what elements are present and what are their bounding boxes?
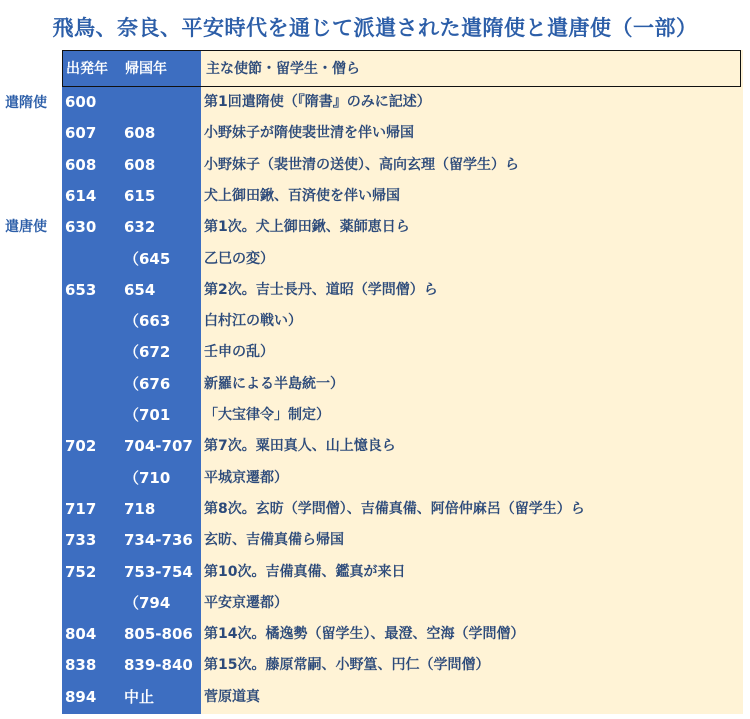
table-row bbox=[62, 400, 743, 431]
row-departure: 614 bbox=[65, 186, 97, 205]
row-return: （794 bbox=[124, 593, 171, 612]
row-return: 608 bbox=[124, 155, 156, 174]
table-header bbox=[62, 50, 741, 87]
row-departure: 752 bbox=[65, 562, 97, 581]
row-departure: 630 bbox=[65, 218, 97, 237]
row-return: （676 bbox=[124, 374, 171, 393]
page-title: 飛鳥、奈良、平安時代を通じて派遣された遣隋使と遣唐使（一部） bbox=[52, 16, 698, 40]
row-departure: 838 bbox=[65, 656, 97, 675]
row-return: 654 bbox=[124, 280, 156, 299]
row-return: 704-707 bbox=[124, 437, 193, 456]
table-row bbox=[62, 588, 743, 619]
row-return: 608 bbox=[124, 124, 156, 143]
table-row bbox=[62, 431, 743, 462]
row-return: 中止 bbox=[124, 687, 155, 706]
table-row bbox=[62, 306, 743, 337]
row-description: 第14次。橘逸勢（留学生）、最澄、空海（学問僧） bbox=[204, 626, 525, 643]
table-row bbox=[62, 337, 743, 368]
row-description: 第10次。吉備真備、鑑真が来日 bbox=[204, 563, 406, 580]
side-label-sui: 遣隋使 bbox=[5, 95, 47, 111]
row-return: 753-754 bbox=[124, 562, 193, 581]
row-description: 「大宝律令」制定） bbox=[204, 407, 330, 423]
table-row bbox=[62, 463, 743, 494]
row-return: （710 bbox=[124, 468, 171, 487]
row-departure: 600 bbox=[65, 93, 97, 111]
row-departure: 702 bbox=[65, 437, 97, 456]
table-row bbox=[62, 525, 743, 556]
row-description: 小野妹子が隋使裴世清を伴い帰国 bbox=[204, 125, 414, 142]
table-row bbox=[62, 212, 743, 243]
table-row bbox=[62, 494, 743, 525]
row-description: 平安京遷都） bbox=[204, 594, 288, 611]
row-description: 犬上御田鍬、百済使を伴い帰国 bbox=[204, 187, 400, 204]
table-row bbox=[62, 118, 743, 149]
row-departure: 608 bbox=[65, 155, 97, 174]
row-description: 第1次。犬上御田鍬、薬師恵日ら bbox=[204, 219, 410, 236]
table-row bbox=[62, 619, 743, 650]
row-description: 新羅による半島統一） bbox=[204, 375, 344, 392]
row-departure: 733 bbox=[65, 531, 97, 550]
row-return: （672 bbox=[124, 343, 171, 362]
row-return: （701 bbox=[124, 406, 171, 424]
table-row bbox=[62, 87, 743, 118]
row-description: 小野妹子（裴世清の送使）、高向玄理（留学生）ら bbox=[204, 156, 519, 173]
row-description: 第7次。粟田真人、山上憶良ら bbox=[204, 438, 396, 455]
row-description: 玄昉、吉備真備ら帰国 bbox=[204, 532, 344, 549]
table-row bbox=[62, 181, 743, 212]
row-return: （663 bbox=[124, 312, 171, 331]
row-return: 805-806 bbox=[124, 625, 193, 644]
row-return: （645 bbox=[124, 249, 171, 268]
row-description: 乙巳の変） bbox=[204, 250, 274, 267]
row-description: 平城京遷都） bbox=[204, 469, 288, 486]
side-label-tang: 遣唐使 bbox=[5, 219, 47, 235]
table-row bbox=[62, 275, 743, 306]
row-departure: 653 bbox=[65, 280, 97, 299]
row-description: 第15次。藤原常嗣、小野篁、円仁（学問僧） bbox=[204, 657, 490, 674]
row-description: 菅原道真 bbox=[204, 688, 260, 705]
table-row bbox=[62, 244, 743, 275]
header-description: 主な使節・留学生・僧ら bbox=[206, 61, 360, 77]
table-row bbox=[62, 650, 743, 681]
table-row bbox=[62, 557, 743, 588]
row-return: 839-840 bbox=[124, 656, 193, 675]
table-row bbox=[62, 369, 743, 400]
row-departure: 804 bbox=[65, 625, 97, 644]
row-departure: 607 bbox=[65, 124, 97, 143]
row-return: 734-736 bbox=[124, 531, 193, 550]
row-departure: 894 bbox=[65, 687, 97, 706]
envoy-table bbox=[62, 50, 743, 714]
table-row bbox=[62, 682, 743, 713]
row-description: 第8次。玄昉（学問僧）、吉備真備、阿倍仲麻呂（留学生）ら bbox=[204, 500, 585, 517]
row-description: 第1回遣隋使（『隋書』のみに記述） bbox=[204, 94, 431, 110]
header-return: 帰国年 bbox=[125, 61, 167, 77]
row-description: 壬申の乱） bbox=[204, 344, 274, 361]
row-description: 白村江の戦い） bbox=[204, 313, 302, 330]
row-description: 第2次。吉士長丹、道昭（学問僧）ら bbox=[204, 281, 438, 298]
row-departure: 717 bbox=[65, 499, 97, 518]
table-row bbox=[62, 150, 743, 181]
header-departure: 出発年 bbox=[66, 61, 108, 77]
row-return: 718 bbox=[124, 499, 156, 518]
row-return: 615 bbox=[124, 186, 156, 205]
row-return: 632 bbox=[124, 218, 156, 237]
